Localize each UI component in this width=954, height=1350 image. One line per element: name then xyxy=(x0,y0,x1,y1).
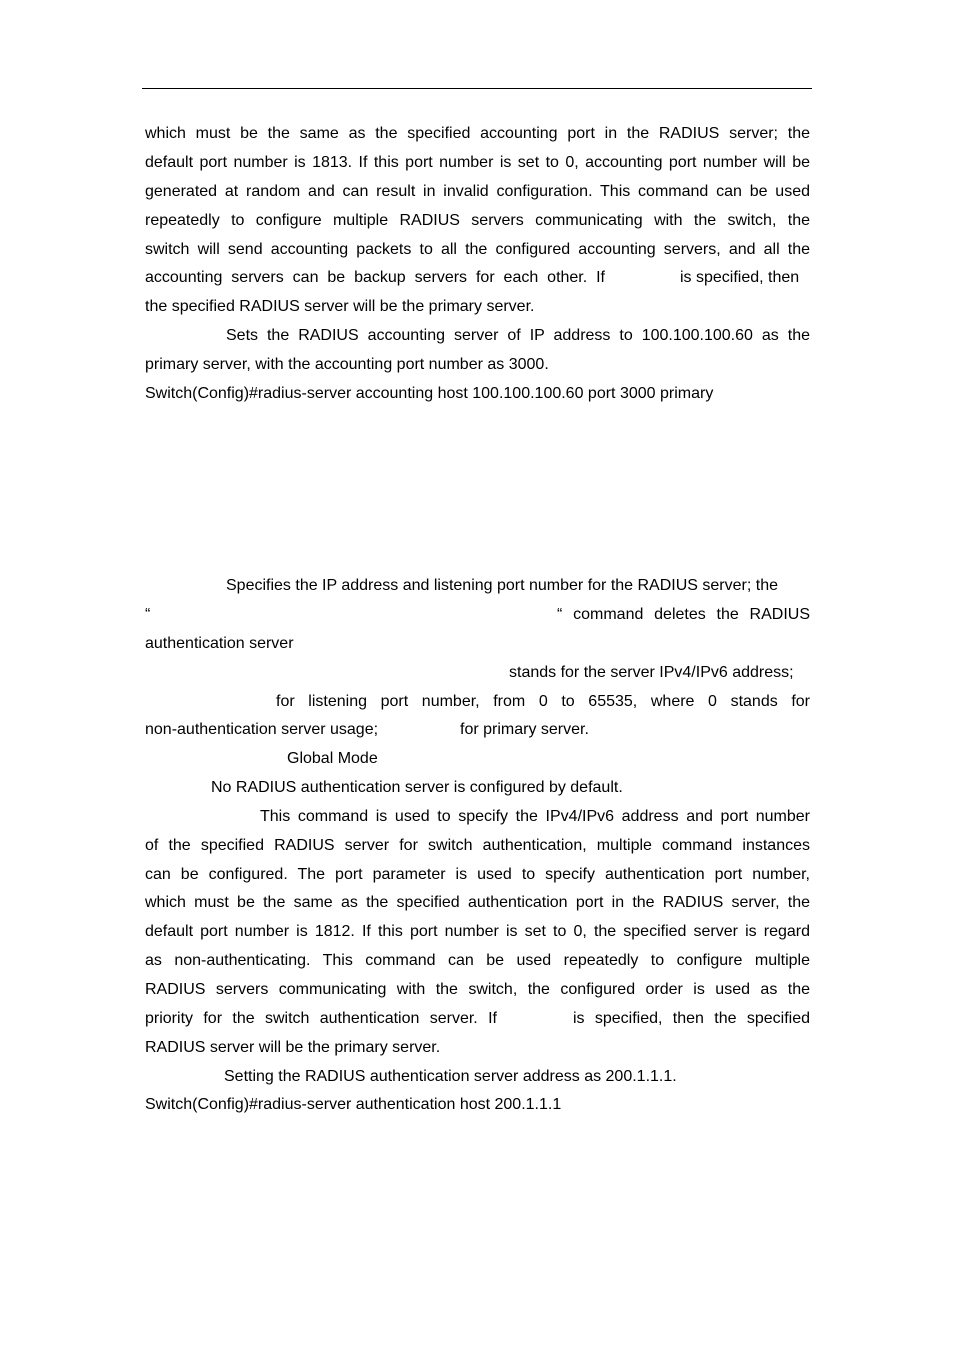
usage-line-2: default port number is 1813. If this port number is set to 0, accounting port number will be xyxy=(145,154,810,171)
default-setting: No RADIUS authentication server is configured by default. xyxy=(211,779,623,796)
command-mode: Global Mode xyxy=(287,750,378,767)
function-line-2: “ command deletes the RADIUS xyxy=(557,606,810,623)
usage-line-3: generated at random and can result in invalid configuration. This command can be used xyxy=(145,183,810,200)
usage2-line-4: which must be the same as the specified authentication port in the RADIUS server, the xyxy=(145,894,810,911)
function-line-1: Specifies the IP address and listening port number for the RADIUS server; the xyxy=(226,577,778,594)
usage2-line-5: default port number is 1812. If this port number is set to 0, the specified server is regard xyxy=(145,923,810,940)
example2-command: Switch(Config)#radius-server authentication host 200.1.1.1 xyxy=(145,1096,562,1113)
usage2-line-8b: is specified, then the specified xyxy=(573,1010,810,1027)
usage-line-6b: is specified, then xyxy=(680,269,800,286)
usage2-line-1: This command is used to specify the IPv4/IPv6 address and port number xyxy=(260,808,810,825)
usage2-line-6: as non-authenticating. This command can be used repeatedly to configure multiple xyxy=(145,952,810,969)
function-line-3: authentication server xyxy=(145,635,294,652)
parameter-line-1: stands for the server IPv4/IPv6 address; xyxy=(509,664,794,681)
usage2-line-2: of the specified RADIUS server for switch authentication, multiple command instances xyxy=(145,837,810,854)
parameter-line-2: for listening port number, from 0 to 65535, where 0 stands for xyxy=(276,693,810,710)
quote-open: “ xyxy=(145,606,151,623)
usage2-line-7: RADIUS servers communicating with the switch, the configured order is used as the xyxy=(145,981,810,998)
usage-line-4: repeatedly to configure multiple RADIUS servers communicating with the switch, the xyxy=(145,212,810,229)
usage-line-7: the specified RADIUS server will be the primary server. xyxy=(145,298,535,315)
parameter-line-3a: non-authentication server usage; xyxy=(145,721,379,738)
usage2-line-9: RADIUS server will be the primary server. xyxy=(145,1039,441,1056)
example-line-1: Sets the RADIUS accounting server of IP address to 100.100.100.60 as the xyxy=(226,327,810,344)
header-rule xyxy=(142,88,812,89)
example2-line: Setting the RADIUS authentication server address as 200.1.1.1. xyxy=(224,1068,677,1085)
usage-line-1: which must be the same as the specified accounting port in the RADIUS server; the xyxy=(145,125,810,142)
example-line-2: primary server, with the accounting port number as 3000. xyxy=(145,356,549,373)
usage2-line-8a: priority for the switch authentication server. If xyxy=(145,1010,497,1027)
usage2-line-3: can be configured. The port parameter is used to specify authentication port number, xyxy=(145,866,810,883)
usage-line-6a: accounting servers can be backup servers for each other. If xyxy=(145,269,605,286)
parameter-line-3b: for primary server. xyxy=(460,721,589,738)
usage-line-5: switch will send accounting packets to all the configured accounting servers, and all the xyxy=(145,241,810,258)
example-command: Switch(Config)#radius-server accounting host 100.100.100.60 port 3000 primary xyxy=(145,385,714,402)
